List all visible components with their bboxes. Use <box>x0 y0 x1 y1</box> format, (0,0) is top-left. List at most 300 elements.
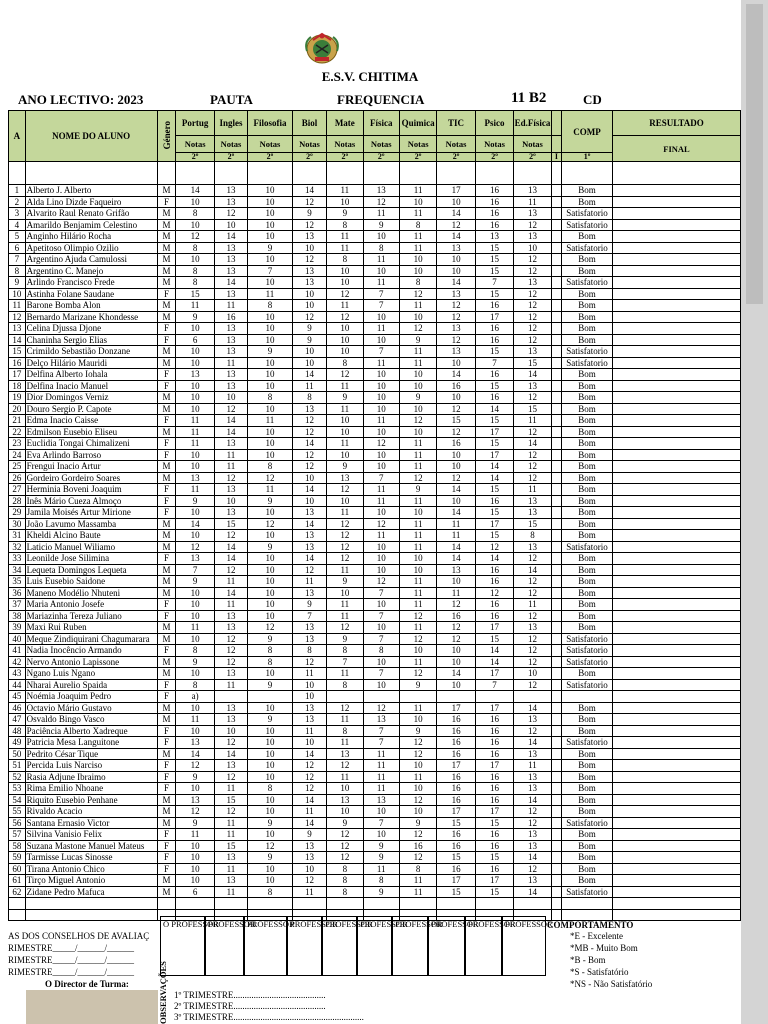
grade-mate: 13 <box>327 472 363 484</box>
row-number: 7 <box>9 254 26 266</box>
grade-filosofia: 12 <box>248 518 293 530</box>
grade-psico: 16 <box>475 748 513 760</box>
grade-portug: 10 <box>176 875 214 887</box>
grade-quimica: 10 <box>399 403 436 415</box>
grade-psico: 14 <box>475 553 513 565</box>
resultado-final <box>613 472 741 484</box>
trim-header: 2º <box>514 153 551 162</box>
grade-mate: 9 <box>327 461 363 473</box>
resultado-final <box>613 323 741 335</box>
grade-tic: 12 <box>437 622 475 634</box>
grade-quimica: 12 <box>399 737 436 749</box>
blank-cell <box>551 553 561 565</box>
grade-portug: 10 <box>176 461 214 473</box>
gender: M <box>157 346 176 358</box>
obs-line-2: 2º TRIMESTRE......................................... <box>174 1001 326 1011</box>
grade-portug: 14 <box>176 185 214 197</box>
blank-cell <box>551 679 561 691</box>
grade-tic: 10 <box>437 495 475 507</box>
row-number: 40 <box>9 633 26 645</box>
grade-psico: 16 <box>475 564 513 576</box>
grade-fisica: 10 <box>363 679 399 691</box>
grade-biol: 12 <box>292 461 326 473</box>
comp-value: Bom <box>562 829 613 841</box>
student-name: Tirço Miguel Antonio <box>25 875 157 887</box>
grade-filosofia: 9 <box>248 242 293 254</box>
student-name: Maria Antonio Josefe <box>25 599 157 611</box>
subject-header: Portug <box>176 111 214 136</box>
grade-psico: 15 <box>475 242 513 254</box>
grade-ingles: 12 <box>214 472 247 484</box>
student-row <box>9 346 741 358</box>
grade-portug: 12 <box>176 806 214 818</box>
grade-tic: 11 <box>437 518 475 530</box>
grade-psico: 14 <box>475 403 513 415</box>
grade-quimica: 12 <box>399 288 436 300</box>
grade-mate: 12 <box>327 484 363 496</box>
grade-edfisica: 12 <box>514 265 551 277</box>
grade-portug: 11 <box>176 714 214 726</box>
blank-cell <box>551 748 561 760</box>
student-name: Meque Zindiquirani Chagumarara <box>25 633 157 645</box>
student-row <box>9 748 741 760</box>
grade-psico: 16 <box>475 300 513 312</box>
blank-cell <box>551 714 561 726</box>
row-number: 42 <box>9 656 26 668</box>
student-row <box>9 449 741 461</box>
blank-cell <box>551 426 561 438</box>
grade-ingles: 11 <box>214 829 247 841</box>
grade-quimica: 10 <box>399 311 436 323</box>
grade-mate: 11 <box>327 610 363 622</box>
grade-fisica: 10 <box>363 622 399 634</box>
row-number: 48 <box>9 725 26 737</box>
student-row <box>9 633 741 645</box>
student-name: Rivaldo Acacio <box>25 806 157 818</box>
subject-header: Ed.Física <box>514 111 551 136</box>
student-name: Argentino C. Manejo <box>25 265 157 277</box>
grade-fisica: 11 <box>363 323 399 335</box>
grade-filosofia: 10 <box>248 254 293 266</box>
student-name: Santana Ernasio Victor <box>25 817 157 829</box>
student-name: Osvaldo Bingo Vasco <box>25 714 157 726</box>
student-row <box>9 461 741 473</box>
grade-edfisica: 15 <box>514 357 551 369</box>
notas-header: Notas <box>327 136 363 153</box>
grade-filosofia: 10 <box>248 553 293 565</box>
grade-quimica: 12 <box>399 852 436 864</box>
grade-fisica: 7 <box>363 288 399 300</box>
grade-edfisica: 15 <box>514 403 551 415</box>
grade-filosofia: 12 <box>248 840 293 852</box>
gender: M <box>157 656 176 668</box>
grade-edfisica: 12 <box>514 633 551 645</box>
grade-tic: 10 <box>437 392 475 404</box>
empty-cell <box>613 898 741 910</box>
comp-value: Bom <box>562 403 613 415</box>
grade-fisica: 13 <box>363 794 399 806</box>
grade-biol: 10 <box>292 691 326 703</box>
grade-edfisica: 13 <box>514 380 551 392</box>
grade-mate: 12 <box>327 541 363 553</box>
grade-ingles: 14 <box>214 587 247 599</box>
grade-filosofia: 10 <box>248 438 293 450</box>
grade-tic: 16 <box>437 737 475 749</box>
gender: F <box>157 760 176 772</box>
grade-portug: 11 <box>176 829 214 841</box>
student-row <box>9 403 741 415</box>
student-name: Dior Domingos Verniz <box>25 392 157 404</box>
gender: F <box>157 645 176 657</box>
grade-quimica: 11 <box>399 208 436 220</box>
comp-trim-header: 1º <box>562 153 613 162</box>
grade-quimica: 10 <box>399 564 436 576</box>
grade-filosofia: 9 <box>248 817 293 829</box>
professor-signature-box: PROFESSOR <box>392 916 428 976</box>
resultado-header: RESULTADO <box>613 111 741 136</box>
student-row <box>9 415 741 427</box>
comp-value: Bom <box>562 323 613 335</box>
comp-value: Satisfatorio <box>562 737 613 749</box>
blank-cell <box>551 369 561 381</box>
student-row <box>9 875 741 887</box>
grade-biol: 13 <box>292 840 326 852</box>
grade-biol: 11 <box>292 886 326 898</box>
gender: F <box>157 415 176 427</box>
grade-biol: 13 <box>292 622 326 634</box>
grade-ingles: 13 <box>214 760 247 772</box>
grade-tic: 13 <box>437 323 475 335</box>
grade-biol: 9 <box>292 334 326 346</box>
pauta-label: PAUTA <box>210 92 253 107</box>
grade-edfisica: 10 <box>514 668 551 680</box>
grade-portug: 10 <box>176 725 214 737</box>
row-number: 41 <box>9 645 26 657</box>
student-row <box>9 472 741 484</box>
gender: F <box>157 725 176 737</box>
grade-fisica: 7 <box>363 737 399 749</box>
grade-filosofia: 11 <box>248 288 293 300</box>
school-name: E.S.V. CHITIMA <box>321 69 419 84</box>
grade-fisica: 10 <box>363 541 399 553</box>
comportamento-item: *MB - Muito Bom <box>570 943 638 953</box>
grade-psico: 17 <box>475 668 513 680</box>
grade-psico: 16 <box>475 863 513 875</box>
grade-portug: 13 <box>176 794 214 806</box>
blank-cell <box>551 886 561 898</box>
grade-portug: 10 <box>176 403 214 415</box>
grade-fisica: 11 <box>363 357 399 369</box>
student-row <box>9 564 741 576</box>
grade-ingles: 11 <box>214 300 247 312</box>
grade-fisica: 9 <box>363 886 399 898</box>
comportamento-item: *B - Bom <box>570 955 606 965</box>
grade-edfisica: 11 <box>514 196 551 208</box>
grade-portug: 10 <box>176 380 214 392</box>
student-row <box>9 714 741 726</box>
obs-line-3: 3º TRIMESTRE.......................................................... <box>174 1012 364 1022</box>
resultado-final <box>613 806 741 818</box>
student-name: Rasia Adjune Ibraimo <box>25 771 157 783</box>
comp-value: Bom <box>562 771 613 783</box>
gender: F <box>157 691 176 703</box>
grade-tic: 15 <box>437 415 475 427</box>
grade-ingles: 13 <box>214 265 247 277</box>
grade-filosofia: 10 <box>248 196 293 208</box>
student-name: Alvarito Raul Renato Grifão <box>25 208 157 220</box>
resultado-final <box>613 357 741 369</box>
empty-cell <box>551 898 561 910</box>
comp-value: Bom <box>562 599 613 611</box>
gender: F <box>157 196 176 208</box>
grade-psico: 15 <box>475 852 513 864</box>
grades-table-wrapper <box>8 110 741 921</box>
grade-psico: 14 <box>475 472 513 484</box>
gender: M <box>157 403 176 415</box>
grade-filosofia: 10 <box>248 587 293 599</box>
grade-psico: 15 <box>475 415 513 427</box>
trim-header: 2º <box>176 153 214 162</box>
grade-mate: 11 <box>327 380 363 392</box>
grade-filosofia: 11 <box>248 415 293 427</box>
grade-tic: 10 <box>437 656 475 668</box>
grade-filosofia: 8 <box>248 656 293 668</box>
cd-label: CD <box>583 92 602 107</box>
resultado-final <box>613 530 741 542</box>
blank-cell <box>551 737 561 749</box>
grade-fisica: 10 <box>363 461 399 473</box>
trim-header: 2º <box>214 153 247 162</box>
comp-value: Bom <box>562 840 613 852</box>
grade-portug: 10 <box>176 852 214 864</box>
grade-mate: 12 <box>327 829 363 841</box>
gender: F <box>157 771 176 783</box>
grade-tic: 12 <box>437 219 475 231</box>
gender: M <box>157 564 176 576</box>
grade-ingles: 14 <box>214 541 247 553</box>
grade-tic: 17 <box>437 702 475 714</box>
grade-biol: 10 <box>292 288 326 300</box>
row-number: 33 <box>9 553 26 565</box>
grade-biol: 12 <box>292 564 326 576</box>
grade-biol: 8 <box>292 645 326 657</box>
gender: M <box>157 219 176 231</box>
comp-value: Bom <box>562 714 613 726</box>
comp-value: Satisfatorio <box>562 346 613 358</box>
row-number: 31 <box>9 530 26 542</box>
grade-filosofia: 10 <box>248 334 293 346</box>
blank-cell <box>551 794 561 806</box>
student-name: Percida Luis Narciso <box>25 760 157 772</box>
grade-edfisica: 13 <box>514 231 551 243</box>
grade-psico: 13 <box>475 231 513 243</box>
grade-ingles: 16 <box>214 311 247 323</box>
grade-quimica: 12 <box>399 610 436 622</box>
row-number: 36 <box>9 587 26 599</box>
professor-signature-box: PROFESSOR <box>428 916 465 976</box>
grade-edfisica: 12 <box>514 392 551 404</box>
grade-tic: 14 <box>437 231 475 243</box>
grade-biol: 9 <box>292 208 326 220</box>
grade-edfisica: 8 <box>514 530 551 542</box>
grade-fisica: 10 <box>363 553 399 565</box>
grade-biol: 12 <box>292 760 326 772</box>
comp-value: Bom <box>562 461 613 473</box>
grade-quimica: 11 <box>399 495 436 507</box>
grade-filosofia: 10 <box>248 760 293 772</box>
grade-quimica: 8 <box>399 863 436 875</box>
grade-tic: 16 <box>437 438 475 450</box>
grade-filosofia: 10 <box>248 185 293 197</box>
grade-quimica: 10 <box>399 265 436 277</box>
grade-quimica <box>399 691 436 703</box>
grade-ingles: 12 <box>214 737 247 749</box>
grade-mate: 12 <box>327 369 363 381</box>
blank-cell <box>551 231 561 243</box>
grade-filosofia: 10 <box>248 702 293 714</box>
grade-mate: 11 <box>327 185 363 197</box>
trim-header: 2º <box>292 153 326 162</box>
grade-fisica: 11 <box>363 760 399 772</box>
blank-cell <box>551 587 561 599</box>
student-row <box>9 254 741 266</box>
grade-tic: 16 <box>437 829 475 841</box>
comp-value: Satisfatorio <box>562 208 613 220</box>
row-number: 8 <box>9 265 26 277</box>
grade-biol: 12 <box>292 656 326 668</box>
resultado-final <box>613 495 741 507</box>
grade-psico: 16 <box>475 714 513 726</box>
grade-psico: 15 <box>475 288 513 300</box>
grade-ingles: 12 <box>214 208 247 220</box>
grade-ingles: 10 <box>214 495 247 507</box>
grade-tic: 13 <box>437 346 475 358</box>
scrollbar-thumb[interactable] <box>746 4 763 304</box>
grade-psico: 16 <box>475 196 513 208</box>
grade-filosofia: 10 <box>248 794 293 806</box>
student-name: Edma Inacio Caisse <box>25 415 157 427</box>
gender: M <box>157 300 176 312</box>
student-name: Mariazinha Tereza Juliano <box>25 610 157 622</box>
row-number: 49 <box>9 737 26 749</box>
grade-filosofia: 8 <box>248 886 293 898</box>
student-name: Anginho Hilário Rocha <box>25 231 157 243</box>
student-name: Tirana Antonio Chico <box>25 863 157 875</box>
empty-cell <box>437 898 475 910</box>
grade-mate: 10 <box>327 277 363 289</box>
grade-psico: 16 <box>475 392 513 404</box>
row-number: 57 <box>9 829 26 841</box>
scrollbar[interactable] <box>741 0 768 1024</box>
grade-biol: 14 <box>292 484 326 496</box>
grade-edfisica: 14 <box>514 369 551 381</box>
grade-filosofia: 10 <box>248 771 293 783</box>
grade-portug: 13 <box>176 553 214 565</box>
grade-mate: 13 <box>327 748 363 760</box>
grade-quimica: 10 <box>399 426 436 438</box>
student-row <box>9 323 741 335</box>
grade-ingles: 11 <box>214 679 247 691</box>
gender: F <box>157 829 176 841</box>
grade-mate: 11 <box>327 714 363 726</box>
gender: M <box>157 231 176 243</box>
grade-filosofia: 9 <box>248 852 293 864</box>
comp-value: Bom <box>562 852 613 864</box>
grade-edfisica: 12 <box>514 725 551 737</box>
gender: M <box>157 254 176 266</box>
grade-fisica: 7 <box>363 668 399 680</box>
grade-portug: 12 <box>176 760 214 772</box>
blank-cell <box>551 242 561 254</box>
resultado-final <box>613 656 741 668</box>
student-row <box>9 265 741 277</box>
grade-tic: 10 <box>437 357 475 369</box>
grade-filosofia: 9 <box>248 495 293 507</box>
grade-edfisica: 14 <box>514 852 551 864</box>
blank-cell <box>551 599 561 611</box>
grade-filosofia: 10 <box>248 875 293 887</box>
grade-quimica: 11 <box>399 622 436 634</box>
grade-portug: 14 <box>176 518 214 530</box>
trim-header: 2º <box>399 153 436 162</box>
grade-fisica: 10 <box>363 426 399 438</box>
blank-cell <box>551 185 561 197</box>
grade-ingles: 11 <box>214 886 247 898</box>
grade-mate: 12 <box>327 518 363 530</box>
grade-psico: 15 <box>475 346 513 358</box>
grade-tic: 14 <box>437 507 475 519</box>
grade-ingles: 11 <box>214 576 247 588</box>
comp-value: Bom <box>562 875 613 887</box>
grade-ingles: 12 <box>214 403 247 415</box>
row-number: 50 <box>9 748 26 760</box>
grade-fisica: 7 <box>363 472 399 484</box>
gender: M <box>157 541 176 553</box>
comp-value: Bom <box>562 507 613 519</box>
grade-ingles: 13 <box>214 369 247 381</box>
student-name: Arlindo Francisco Frede <box>25 277 157 289</box>
grade-edfisica: 13 <box>514 507 551 519</box>
gender: M <box>157 530 176 542</box>
student-name: Maxi Rui Ruben <box>25 622 157 634</box>
student-row <box>9 518 741 530</box>
gender: F <box>157 288 176 300</box>
comp-value: Satisfatorio <box>562 886 613 898</box>
grade-quimica: 11 <box>399 771 436 783</box>
gender: M <box>157 311 176 323</box>
grade-mate: 10 <box>327 323 363 335</box>
grade-quimica: 10 <box>399 714 436 726</box>
grade-psico: 15 <box>475 380 513 392</box>
gender: F <box>157 438 176 450</box>
student-row <box>9 817 741 829</box>
blank-cell <box>551 645 561 657</box>
blank-cell <box>551 840 561 852</box>
grade-ingles: 11 <box>214 461 247 473</box>
grade-ingles: 13 <box>214 334 247 346</box>
grade-quimica: 11 <box>399 231 436 243</box>
grade-fisica: 10 <box>363 403 399 415</box>
grade-quimica: 11 <box>399 576 436 588</box>
grade-edfisica: 14 <box>514 737 551 749</box>
grade-psico: 17 <box>475 875 513 887</box>
trimestre-line-3: RIMESTRE_____/______/______ <box>8 967 135 977</box>
blank-cell <box>551 403 561 415</box>
grade-quimica: 11 <box>399 599 436 611</box>
blank-cell <box>551 472 561 484</box>
row-number: 15 <box>9 346 26 358</box>
blank-cell <box>551 691 561 703</box>
